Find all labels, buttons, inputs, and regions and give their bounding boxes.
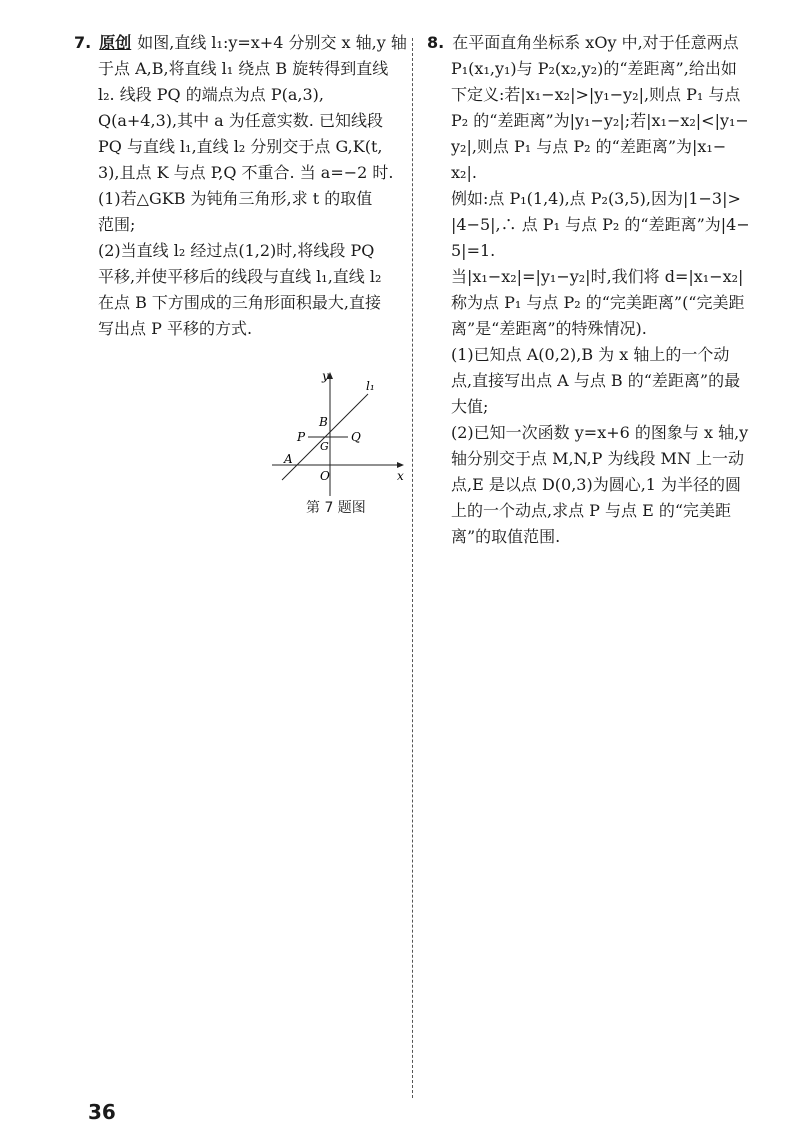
label-q: Q [351, 430, 361, 444]
column-divider [412, 38, 413, 1098]
q8-part2-line-0: (2)已知一次函数 y=x+6 的图象与 x 轴,y [451, 423, 749, 442]
q7-line-5: 3),且点 K 与点 P,Q 不重合. 当 a=−2 时. [98, 163, 394, 182]
q8-part2-line-2: 点,E 是以点 D(0,3)为圆心,1 为半径的圆 [451, 475, 742, 494]
q8-intro-line-5: x₂|. [451, 163, 477, 182]
question-8 [427, 30, 762, 550]
q8-intro-line-4: y₂|,则点 P₁ 与点 P₂ 的“差距离”为|x₁− [451, 137, 727, 156]
label-l1: l₁ [366, 379, 375, 393]
label-y: y [322, 369, 329, 383]
q7-part2-line-0: (2)当直线 l₂ 经过点(1,2)时,将线段 PQ [98, 241, 375, 260]
q8-line-0 [427, 30, 762, 56]
label-o: O [320, 469, 330, 483]
label-x: x [397, 469, 404, 483]
q7-part2-line-3: 写出点 P 平移的方式. [98, 319, 253, 338]
q7-figure-caption: 第 7 题图 [306, 500, 366, 516]
q7-original-badge: 原创 [99, 33, 132, 52]
label-g: G [320, 440, 329, 453]
q7-figure [270, 368, 410, 518]
q8-example-line-0: 例如:点 P₁(1,4),点 P₂(3,5),因为|1−3|> [451, 189, 741, 208]
q8-intro-line-3: P₂ 的“差距离”为|y₁−y₂|;若|x₁−x₂|<|y₁− [451, 111, 749, 130]
q7-part1-line-0: (1)若△GKB 为钝角三角形,求 t 的取值 [98, 189, 373, 208]
q8-part2-line-4: 离”的取值范围. [451, 527, 561, 546]
q8-part1-line-0: (1)已知点 A(0,2),B 为 x 轴上的一个动 [451, 345, 730, 364]
page-number: 36 [88, 1100, 116, 1124]
q7-line-1: 于点 A,B,将直线 l₁ 绕点 B 旋转得到直线 [98, 59, 389, 78]
q7-part1-line-1: 范围; [98, 215, 136, 234]
q7-part2-line-2: 在点 B 下方围成的三角形面积最大,直接 [98, 293, 382, 312]
q7-figure-svg [270, 368, 410, 498]
question-7 [74, 30, 407, 342]
q8-perfect-line-0: 当|x₁−x₂|=|y₁−y₂|时,我们将 d=|x₁−x₂| [451, 267, 744, 286]
label-b: B [319, 415, 328, 429]
q8-part2-line-3: 上的一个动点,求点 P 与点 E 的“完美距 [451, 501, 732, 520]
q7-line-2: l₂. 线段 PQ 的端点为点 P(a,3), [98, 85, 324, 104]
q7-line-0 [74, 30, 407, 56]
q8-intro-text: 在平面直角坐标系 xOy 中,对于任意两点 [452, 33, 739, 52]
q7-text: 如图,直线 l₁:y=x+4 分别交 x 轴,y 轴 [137, 33, 407, 52]
q8-number: 8. [427, 33, 445, 52]
q8-example-line-1: |4−5|,∴ 点 P₁ 与点 P₂ 的“差距离”为|4− [451, 215, 750, 234]
label-p: P [297, 430, 306, 444]
q8-perfect-line-2: 离”是“差距离”的特殊情况). [451, 319, 647, 338]
q8-part1-line-1: 点,直接写出点 A 与点 B 的“差距离”的最 [451, 371, 741, 390]
q8-example-line-2: 5|=1. [451, 241, 496, 260]
q8-intro-line-2: 下定义:若|x₁−x₂|>|y₁−y₂|,则点 P₁ 与点 [451, 85, 741, 104]
label-a: A [284, 452, 293, 466]
q8-perfect-line-1: 称为点 P₁ 与点 P₂ 的“完美距离”(“完美距 [451, 293, 745, 312]
q7-line-3: Q(a+4,3),其中 a 为任意实数. 已知线段 [98, 111, 383, 130]
q7-line-4: PQ 与直线 l₁,直线 l₂ 分别交于点 G,K(t, [98, 137, 383, 156]
x-axis-arrow [397, 462, 404, 468]
q7-part2-line-1: 平移,并使平移后的线段与直线 l₁,直线 l₂ [98, 267, 382, 286]
q7-number: 7. [74, 33, 92, 52]
q8-part1-line-2: 大值; [451, 397, 489, 416]
q8-intro-line-1: P₁(x₁,y₁)与 P₂(x₂,y₂)的“差距离”,给出如 [451, 59, 737, 78]
q8-part2-line-1: 轴分别交于点 M,N,P 为线段 MN 上一动 [451, 449, 745, 468]
